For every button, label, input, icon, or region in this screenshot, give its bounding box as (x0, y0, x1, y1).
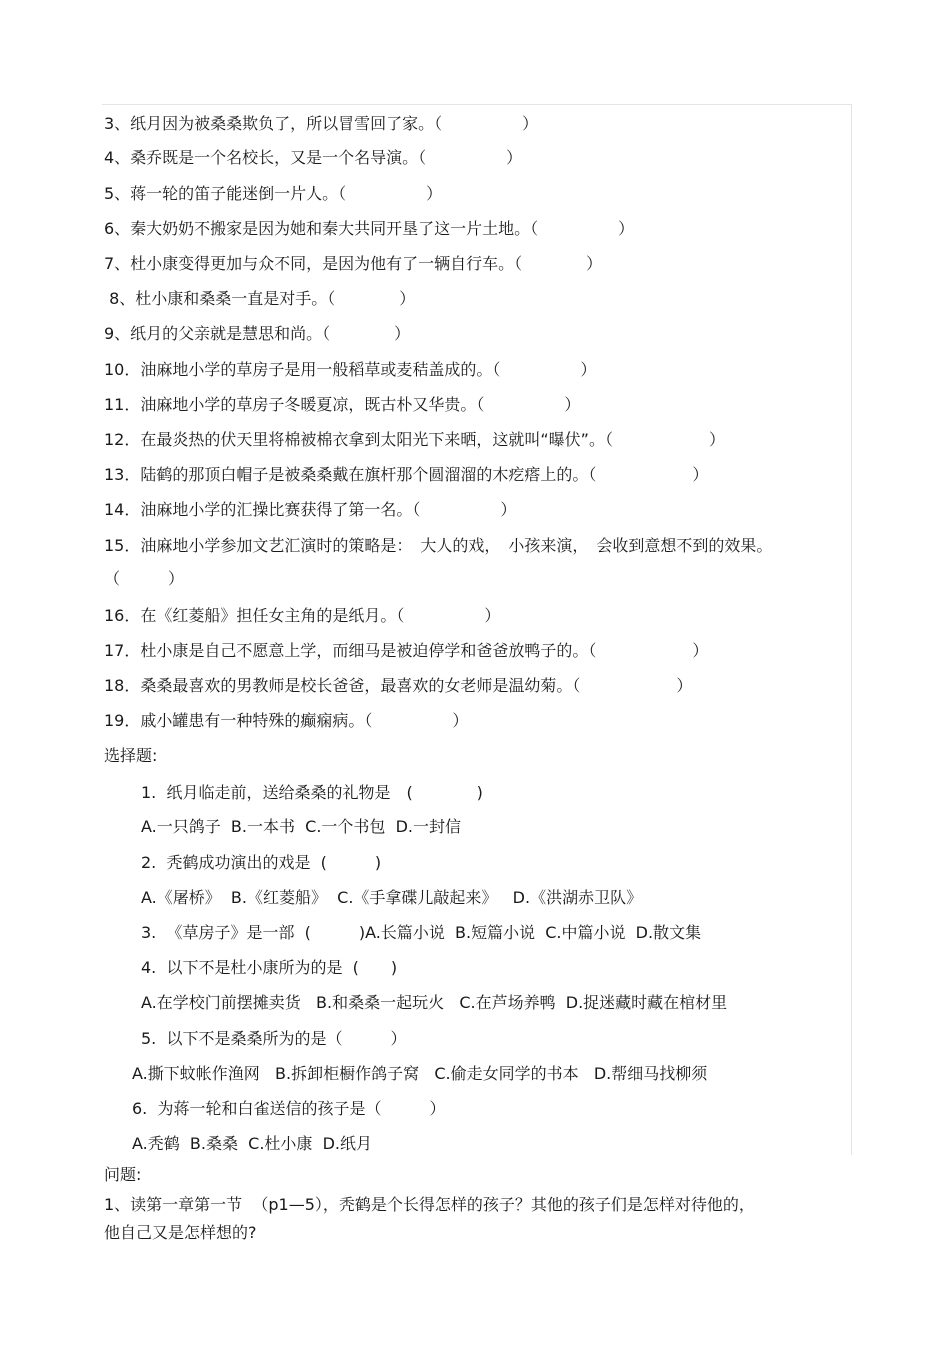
judgement-item: 14．油麻地小学的汇操比赛获得了第一名。（ ） (104, 500, 517, 519)
choice-options: A.秃鹤 B.桑桑 C.杜小康 D.纸月 (132, 1134, 372, 1153)
choice-question: 5. 以下不是桑桑所为的是（ ） (141, 1029, 407, 1048)
judgement-item: 8、杜小康和桑桑一直是对手。（ ） (104, 289, 416, 308)
judgement-item: 17．杜小康是自己不愿意上学，而细马是被迫停学和爸爸放鸭子的。（ ） (104, 641, 709, 660)
judgement-item: 3、纸月因为被桑桑欺负了，所以冒雪回了家。（ ） (104, 114, 539, 133)
judgement-item: 10．油麻地小学的草房子是用一般稻草或麦秸盖成的。（ ） (104, 360, 597, 379)
judgement-item: 16．在《红菱船》担任女主角的是纸月。（ ） (104, 606, 501, 625)
choice-options: A.撕下蚊帐作渔网 B.拆卸柜橱作鸽子窝 C.偷走女同学的书本 D.帮细马找柳须 (132, 1064, 708, 1083)
choice-question: 4. 以下不是杜小康所为的是 ( ) (141, 958, 398, 977)
judgement-item: 5、蒋一轮的笛子能迷倒一片人。（ ） (104, 184, 443, 203)
judgement-item: 6、秦大奶奶不搬家是因为她和秦大共同开垦了这一片土地。（ ） (104, 219, 635, 238)
choice-options: A.一只鸽子 B.一本书 C.一个书包 D.一封信 (141, 817, 461, 836)
judgement-item: 7、杜小康变得更加与众不同，是因为他有了一辆自行车。（ ） (104, 254, 603, 273)
choice-question: 2. 秃鹤成功演出的戏是 ( ) (141, 853, 382, 872)
judgement-item: 12．在最炎热的伏天里将棉被棉衣拿到太阳光下来晒，这就叫“曝伏”。（ ） (104, 430, 725, 449)
judgement-item: 9、纸月的父亲就是慧思和尚。（ ） (104, 324, 411, 343)
judgement-item: 11．油麻地小学的草房子冬暖夏凉，既古朴又华贵。（ ） (104, 395, 581, 414)
judgement-item: 15．油麻地小学参加文艺汇演时的策略是： 大人的戏， 小孩来演， 会收到意想不到的效果。 (104, 536, 773, 555)
judgement-item: 19．戚小罐患有一种特殊的癫痫病。（ ） (104, 711, 469, 730)
question-section-title: 问题: (104, 1165, 142, 1184)
question-item: 1、读第一章第一节 （p1—5），秃鹤是个长得怎样的孩子？其他的孩子们是怎样对待他的， (104, 1195, 755, 1214)
choice-question: 1. 纸月临走前，送给桑桑的礼物是 ( ) (141, 783, 483, 802)
judgement-item: （ ） (104, 569, 185, 588)
choice-section-title: 选择题: (104, 746, 158, 765)
judgement-item: 18．桑桑最喜欢的男教师是校长爸爸，最喜欢的女老师是温幼菊。（ ） (104, 676, 693, 695)
choice-options: A.《屠桥》 B.《红菱船》 C.《手拿碟儿敲起来》 D.《洪湖赤卫队》 (141, 888, 643, 907)
choice-question: 3. 《草房子》是一部 ( )A.长篇小说 B.短篇小说 C.中篇小说 D.散文集 (141, 923, 702, 942)
choice-options: A.在学校门前摆摊卖货 B.和桑桑一起玩火 C.在芦场养鸭 D.捉迷藏时藏在棺材里 (141, 993, 728, 1012)
choice-question: 6. 为蒋一轮和白雀送信的孩子是（ ） (132, 1099, 446, 1118)
judgement-item: 13．陆鹤的那顶白帽子是被桑桑戴在旗杆那个圆溜溜的木疙瘩上的。（ ） (104, 465, 709, 484)
judgement-item: 4、桑乔既是一个名校长，又是一个名导演。（ ） (104, 148, 523, 167)
question-item-continued: 他自己又是怎样想的? (104, 1223, 257, 1242)
